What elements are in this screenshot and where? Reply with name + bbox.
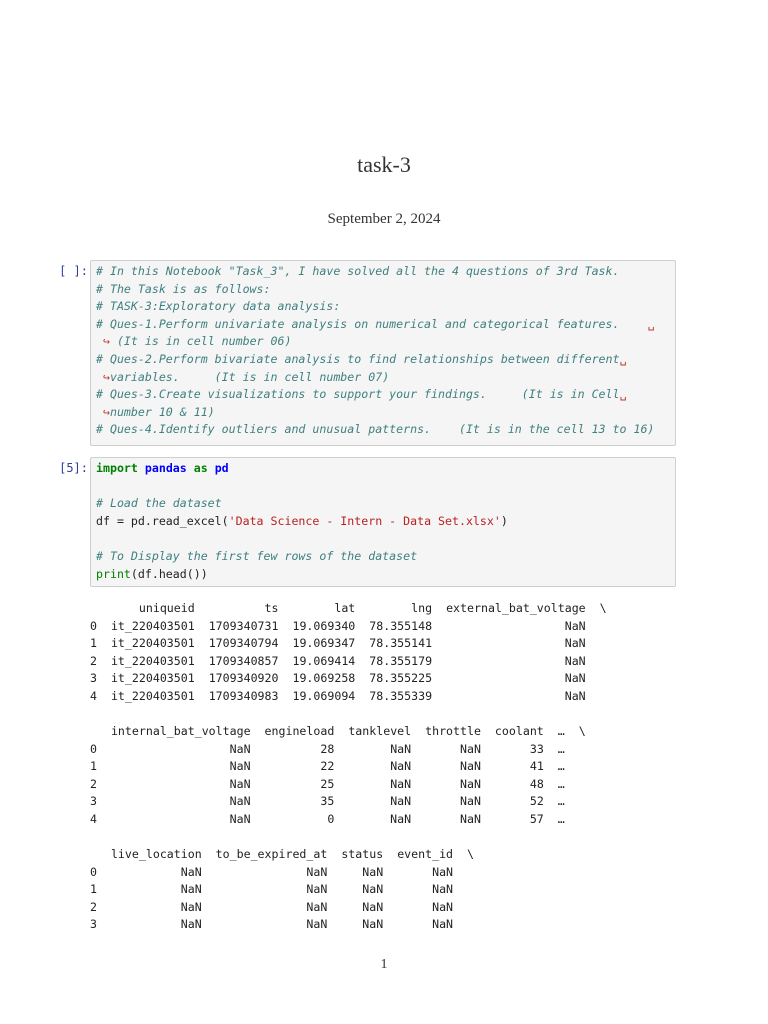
- row-index: 1: [90, 759, 97, 774]
- table-cell: 33: [529, 741, 544, 756]
- table-cell: 41: [529, 759, 544, 774]
- table-cell: NaN: [362, 917, 384, 932]
- table-cell: NaN: [306, 882, 328, 897]
- table-cell: it_220403501: [110, 671, 195, 686]
- table-cell: NaN: [306, 864, 328, 879]
- comment-text: # Ques-3.Create visualizations to support your findings. (It is in Cell: [96, 387, 620, 402]
- line-continuation-icon: ↪: [96, 334, 110, 349]
- row-index: 1: [90, 636, 97, 651]
- comment-line: [96, 316, 670, 334]
- column-header: to_be_expired_at: [215, 847, 328, 861]
- module-alias: pd: [214, 461, 229, 475]
- table-header-row: [90, 723, 586, 741]
- table-cell: NaN: [180, 864, 202, 879]
- output-table: [90, 600, 607, 706]
- continuation-mark: \: [578, 724, 586, 738]
- table-cell: it_220403501: [110, 653, 195, 668]
- table-cell: …: [557, 794, 565, 809]
- continuation-mark: \: [467, 847, 474, 861]
- table-cell: NaN: [390, 759, 412, 774]
- comment-text: # Ques-4.Identify outliers and unusual patterns. (It is in the cell 13 to 16): [96, 422, 655, 437]
- code-comment: # To Display the first few rows of the dataset: [96, 548, 418, 563]
- table-row: [90, 899, 474, 917]
- row-index: 0: [90, 618, 97, 633]
- table-cell: 1709340983: [208, 688, 279, 703]
- table-row: [90, 635, 607, 653]
- code-comment: # Load the dataset: [96, 496, 222, 511]
- code-line: [96, 514, 508, 528]
- table-row: [90, 618, 607, 636]
- row-index: 2: [90, 776, 97, 791]
- table-cell: 1709340920: [208, 671, 279, 686]
- comment-text: # Ques-2.Perform bivariate analysis to find relationships between different: [96, 351, 620, 366]
- table-cell: …: [557, 776, 565, 791]
- table-header-row: [90, 600, 607, 618]
- cell-prompt: [ ]:: [59, 264, 88, 278]
- table-cell: NaN: [229, 759, 251, 774]
- table-cell: 1709340731: [208, 618, 279, 633]
- column-header: internal_bat_voltage: [110, 724, 251, 738]
- column-header: engineload: [264, 724, 335, 738]
- comment-line: [96, 333, 670, 351]
- comment-line: [96, 369, 670, 387]
- line-continuation-icon: ↪: [96, 404, 110, 419]
- table-cell: 19.069340: [292, 618, 356, 633]
- table-row: [90, 688, 607, 706]
- table-cell: 78.355339: [369, 688, 433, 703]
- table-cell: it_220403501: [110, 618, 195, 633]
- continuation-mark: \: [599, 601, 607, 615]
- row-index: 0: [90, 864, 97, 879]
- row-index: 2: [90, 899, 97, 914]
- output-table: [90, 846, 474, 934]
- column-header: uniqueid: [138, 601, 195, 615]
- table-cell: NaN: [564, 671, 586, 686]
- table-cell: NaN: [229, 794, 251, 809]
- table-cell: NaN: [564, 618, 586, 633]
- table-cell: 19.069347: [292, 636, 356, 651]
- column-header: ts: [264, 601, 279, 615]
- code-cell-comments[interactable]: [90, 260, 676, 446]
- table-cell: NaN: [180, 917, 202, 932]
- table-row: [90, 793, 586, 811]
- code-line: [96, 567, 208, 581]
- table-cell: NaN: [460, 759, 481, 774]
- comment-line: [96, 421, 670, 439]
- comment-line: [96, 281, 670, 299]
- cell-prompt: [5]:: [59, 461, 88, 475]
- code-text: ): [500, 513, 508, 528]
- table-cell: NaN: [390, 794, 412, 809]
- table-cell: NaN: [460, 811, 481, 826]
- document-title: task-3: [357, 152, 411, 177]
- table-cell: NaN: [390, 776, 412, 791]
- table-cell: …: [557, 811, 565, 826]
- line-wrap-icon: ␣: [619, 387, 627, 402]
- column-header: coolant: [494, 724, 544, 738]
- table-cell: NaN: [362, 882, 384, 897]
- comment-text: # In this Notebook "Task_3", I have solved all the 4 questions of 3rd Task.: [96, 264, 620, 278]
- row-index: 2: [90, 653, 97, 668]
- table-cell: NaN: [229, 811, 251, 826]
- comment-text: # The Task is as follows:: [96, 281, 271, 296]
- row-index: 3: [90, 671, 97, 686]
- column-header: status: [341, 847, 384, 861]
- table-row: [90, 741, 586, 759]
- table-cell: NaN: [390, 811, 412, 826]
- keyword: import: [96, 461, 138, 475]
- table-cell: it_220403501: [110, 636, 195, 651]
- comment-line: [96, 351, 670, 369]
- table-cell: NaN: [564, 636, 586, 651]
- table-cell: 78.355141: [369, 636, 433, 651]
- column-header: lat: [334, 601, 356, 615]
- output-table: [90, 723, 586, 829]
- table-cell: NaN: [362, 899, 384, 914]
- table-cell: NaN: [229, 741, 251, 756]
- comment-line: [96, 298, 670, 316]
- string-literal: 'Data Science - Intern - Data Set.xlsx': [228, 513, 501, 528]
- comment-text: number 10 & 11): [109, 404, 215, 419]
- table-cell: it_220403501: [110, 688, 195, 703]
- column-header: event_id: [397, 847, 454, 861]
- table-cell: 0: [327, 811, 335, 826]
- builtin-function: print: [96, 566, 131, 581]
- column-header: …: [557, 724, 565, 738]
- column-header: live_location: [110, 847, 202, 861]
- table-cell: NaN: [362, 864, 384, 879]
- table-cell: NaN: [432, 882, 454, 897]
- table-cell: NaN: [564, 688, 586, 703]
- table-cell: 57: [529, 811, 544, 826]
- table-cell: NaN: [306, 917, 328, 932]
- table-row: [90, 653, 607, 671]
- comment-text: variables. (It is in cell number 07): [109, 369, 390, 384]
- comment-line: [96, 263, 670, 281]
- row-index: 4: [90, 811, 97, 826]
- code-cell-load-data[interactable]: [90, 457, 676, 587]
- table-cell: NaN: [460, 741, 481, 756]
- table-cell: NaN: [229, 776, 251, 791]
- table-cell: NaN: [180, 882, 202, 897]
- row-index: 3: [90, 794, 97, 809]
- row-index: 3: [90, 917, 97, 932]
- module-name: pandas: [144, 461, 187, 475]
- comment-line: [96, 386, 670, 404]
- table-cell: 35: [320, 794, 335, 809]
- table-cell: NaN: [306, 899, 328, 914]
- table-cell: NaN: [432, 899, 454, 914]
- table-cell: 78.355179: [369, 653, 433, 668]
- column-header: lng: [411, 601, 433, 615]
- column-header: external_bat_voltage: [446, 601, 586, 615]
- table-cell: 25: [320, 776, 335, 791]
- line-continuation-icon: ↪: [96, 369, 110, 384]
- keyword: as: [193, 461, 208, 475]
- page-number: 1: [380, 957, 388, 972]
- table-cell: NaN: [432, 864, 454, 879]
- code-text: df = pd.read_excel(: [96, 513, 229, 528]
- table-row: [90, 758, 586, 776]
- table-cell: NaN: [460, 794, 481, 809]
- table-header-row: [90, 846, 474, 864]
- table-cell: 19.069258: [292, 671, 356, 686]
- table-cell: 19.069414: [292, 653, 356, 668]
- table-row: [90, 776, 586, 794]
- table-cell: 1709340857: [208, 653, 279, 668]
- comment-text: # TASK-3:Exploratory data analysis:: [96, 299, 341, 314]
- table-cell: …: [557, 741, 565, 756]
- table-cell: NaN: [390, 741, 412, 756]
- comment-text: (It is in cell number 06): [109, 334, 292, 349]
- table-cell: 78.355225: [369, 671, 433, 686]
- document-date: September 2, 2024: [327, 211, 441, 227]
- row-index: 1: [90, 882, 97, 897]
- table-cell: 22: [320, 759, 335, 774]
- table-cell: 19.069094: [292, 688, 356, 703]
- row-index: 0: [90, 741, 97, 756]
- table-cell: 78.355148: [369, 618, 433, 633]
- table-cell: 28: [320, 741, 335, 756]
- row-index: 4: [90, 688, 97, 703]
- table-row: [90, 916, 474, 934]
- code-line: [96, 461, 229, 475]
- table-cell: …: [557, 759, 565, 774]
- table-cell: 52: [529, 794, 544, 809]
- column-header: throttle: [425, 724, 481, 738]
- table-row: [90, 864, 474, 882]
- table-row: [90, 670, 607, 688]
- line-wrap-icon: ␣: [647, 316, 655, 331]
- column-header: tanklevel: [348, 724, 412, 738]
- comment-line: [96, 404, 670, 422]
- table-row: [90, 881, 474, 899]
- table-cell: NaN: [564, 653, 586, 668]
- comment-text: # Ques-1.Perform univariate analysis on numerical and categorical features.: [96, 316, 648, 331]
- table-cell: 1709340794: [208, 636, 279, 651]
- line-wrap-icon: ␣: [619, 351, 627, 366]
- table-cell: NaN: [432, 917, 454, 932]
- table-row: [90, 811, 586, 829]
- table-cell: 48: [529, 776, 544, 791]
- code-text: (df.head()): [130, 566, 208, 581]
- table-cell: NaN: [460, 776, 481, 791]
- table-cell: NaN: [180, 899, 202, 914]
